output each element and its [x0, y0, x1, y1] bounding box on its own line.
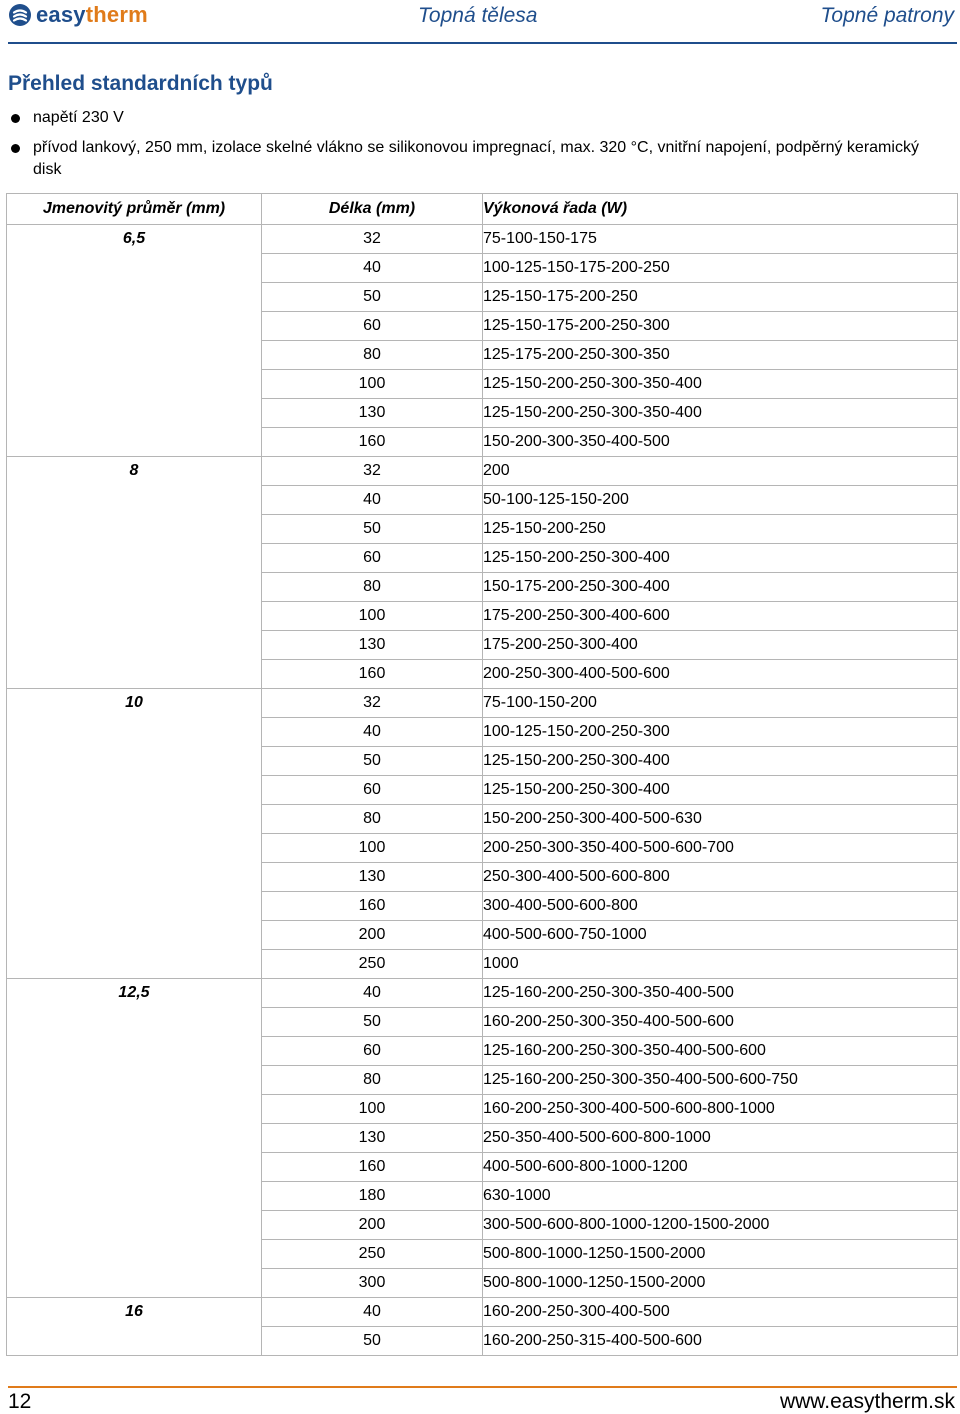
length-cell: 130 — [262, 1124, 483, 1153]
diameter-cell-empty — [7, 1182, 262, 1211]
table-row — [7, 370, 958, 399]
table-row — [7, 1269, 958, 1298]
length-cell: 130 — [262, 631, 483, 660]
length-cell: 80 — [262, 1066, 483, 1095]
diameter-cell-empty — [7, 660, 262, 689]
power-series-cell: 125-150-175-200-250-300 — [483, 312, 958, 341]
length-cell: 60 — [262, 544, 483, 573]
power-series-cell: 400-500-600-750-1000 — [483, 921, 958, 950]
power-series-cell: 500-800-1000-1250-1500-2000 — [483, 1240, 958, 1269]
diameter-cell-empty — [7, 1008, 262, 1037]
table-row — [7, 1124, 958, 1153]
power-series-cell: 250-300-400-500-600-800 — [483, 863, 958, 892]
power-series-cell: 100-125-150-200-250-300 — [483, 718, 958, 747]
length-cell: 100 — [262, 1095, 483, 1124]
table-row — [7, 863, 958, 892]
bullet-item-voltage — [8, 107, 938, 129]
length-cell: 50 — [262, 1327, 483, 1356]
diameter-cell: 12,5 — [7, 979, 262, 1008]
length-cell: 60 — [262, 1037, 483, 1066]
diameter-cell-empty — [7, 515, 262, 544]
standard-types-table — [6, 193, 958, 1356]
diameter-cell-empty — [7, 573, 262, 602]
power-series-cell: 250-350-400-500-600-800-1000 — [483, 1124, 958, 1153]
length-cell: 40 — [262, 254, 483, 283]
diameter-cell-empty — [7, 341, 262, 370]
header-divider — [8, 42, 957, 44]
diameter-cell: 8 — [7, 457, 262, 486]
power-series-cell: 500-800-1000-1250-1500-2000 — [483, 1269, 958, 1298]
table-row — [7, 1327, 958, 1356]
length-cell: 32 — [262, 689, 483, 718]
diameter-cell-empty — [7, 776, 262, 805]
power-series-cell: 150-175-200-250-300-400 — [483, 573, 958, 602]
power-series-cell: 160-200-250-315-400-500-600 — [483, 1327, 958, 1356]
table-row — [7, 312, 958, 341]
diameter-cell-empty — [7, 1095, 262, 1124]
diameter-cell-empty — [7, 1211, 262, 1240]
power-series-cell: 300-500-600-800-1000-1200-1500-2000 — [483, 1211, 958, 1240]
diameter-cell-empty — [7, 1153, 262, 1182]
table-row — [7, 805, 958, 834]
power-series-cell: 160-200-250-300-400-500-600-800-1000 — [483, 1095, 958, 1124]
power-series-cell: 50-100-125-150-200 — [483, 486, 958, 515]
power-series-cell: 125-150-200-250-300-400 — [483, 544, 958, 573]
bullet-item-lead — [8, 137, 938, 181]
power-series-cell: 200 — [483, 457, 958, 486]
diameter-cell-empty — [7, 370, 262, 399]
length-cell: 100 — [262, 602, 483, 631]
table-row — [7, 689, 958, 718]
power-series-cell: 200-250-300-350-400-500-600-700 — [483, 834, 958, 863]
length-cell: 200 — [262, 1211, 483, 1240]
table-row — [7, 631, 958, 660]
diameter-cell-empty — [7, 805, 262, 834]
diameter-cell: 10 — [7, 689, 262, 718]
table-row — [7, 1008, 958, 1037]
table-row — [7, 1066, 958, 1095]
logo-icon — [8, 3, 32, 27]
power-series-cell: 125-160-200-250-300-350-400-500-600 — [483, 1037, 958, 1066]
table-row — [7, 428, 958, 457]
diameter-cell-empty — [7, 428, 262, 457]
brand-easy: easy — [36, 2, 86, 27]
power-series-cell: 125-150-175-200-250 — [483, 283, 958, 312]
table-row — [7, 892, 958, 921]
length-cell: 32 — [262, 225, 483, 254]
diameter-cell-empty — [7, 486, 262, 515]
length-cell: 160 — [262, 428, 483, 457]
table-row — [7, 399, 958, 428]
length-cell: 60 — [262, 312, 483, 341]
length-cell: 160 — [262, 660, 483, 689]
table-row — [7, 718, 958, 747]
power-series-cell: 125-160-200-250-300-350-400-500 — [483, 979, 958, 1008]
table-row — [7, 283, 958, 312]
header-title-cartridges: Topné patrony — [820, 4, 954, 27]
bullet-text: napětí 230 V — [33, 109, 124, 126]
table-row — [7, 1153, 958, 1182]
power-series-cell: 125-150-200-250 — [483, 515, 958, 544]
power-series-cell: 125-150-200-250-300-400 — [483, 747, 958, 776]
power-series-cell: 125-150-200-250-300-350-400 — [483, 399, 958, 428]
column-header-diameter: Jmenovitý průměr (mm) — [7, 194, 262, 225]
table-row — [7, 573, 958, 602]
power-series-cell: 160-200-250-300-350-400-500-600 — [483, 1008, 958, 1037]
length-cell: 200 — [262, 921, 483, 950]
table-row — [7, 457, 958, 486]
diameter-cell-empty — [7, 950, 262, 979]
length-cell: 50 — [262, 1008, 483, 1037]
power-series-cell: 100-125-150-175-200-250 — [483, 254, 958, 283]
table-row — [7, 1211, 958, 1240]
easytherm-logo[interactable] — [8, 2, 148, 28]
diameter-cell-empty — [7, 602, 262, 631]
diameter-cell-empty — [7, 631, 262, 660]
table-row — [7, 225, 958, 254]
table-row — [7, 602, 958, 631]
length-cell: 50 — [262, 515, 483, 544]
table-row — [7, 341, 958, 370]
diameter-cell-empty — [7, 399, 262, 428]
length-cell: 50 — [262, 747, 483, 776]
column-header-power-series: Výkonová řada (W) — [483, 194, 958, 225]
length-cell: 100 — [262, 370, 483, 399]
length-cell: 80 — [262, 573, 483, 602]
diameter-cell-empty — [7, 283, 262, 312]
power-series-cell: 75-100-150-175 — [483, 225, 958, 254]
diameter-cell-empty — [7, 863, 262, 892]
page-header — [0, 0, 960, 44]
diameter-cell-empty — [7, 892, 262, 921]
length-cell: 300 — [262, 1269, 483, 1298]
power-series-cell: 175-200-250-300-400 — [483, 631, 958, 660]
table-row — [7, 834, 958, 863]
power-series-cell: 1000 — [483, 950, 958, 979]
diameter-cell-empty — [7, 544, 262, 573]
diameter-cell-empty — [7, 254, 262, 283]
brand-therm: therm — [85, 2, 148, 27]
table-header-row — [7, 194, 958, 225]
power-series-cell: 125-150-200-250-300-350-400 — [483, 370, 958, 399]
length-cell: 40 — [262, 486, 483, 515]
length-cell: 160 — [262, 1153, 483, 1182]
table-row — [7, 1037, 958, 1066]
table-row — [7, 1182, 958, 1211]
power-series-cell: 160-200-250-300-400-500 — [483, 1298, 958, 1327]
length-cell: 130 — [262, 863, 483, 892]
power-series-cell: 150-200-250-300-400-500-630 — [483, 805, 958, 834]
table-row — [7, 1298, 958, 1327]
power-series-cell: 630-1000 — [483, 1182, 958, 1211]
table-row — [7, 254, 958, 283]
length-cell: 250 — [262, 950, 483, 979]
bullet-icon — [11, 144, 20, 153]
length-cell: 80 — [262, 805, 483, 834]
bullet-icon — [11, 114, 20, 123]
table-row — [7, 660, 958, 689]
table-row — [7, 950, 958, 979]
power-series-cell: 125-160-200-250-300-350-400-500-600-750 — [483, 1066, 958, 1095]
table-row — [7, 979, 958, 1008]
power-series-cell: 125-150-200-250-300-400 — [483, 776, 958, 805]
diameter-cell: 16 — [7, 1298, 262, 1327]
diameter-cell-empty — [7, 1269, 262, 1298]
power-series-cell: 150-200-300-350-400-500 — [483, 428, 958, 457]
diameter-cell-empty — [7, 1124, 262, 1153]
power-series-cell: 200-250-300-400-500-600 — [483, 660, 958, 689]
spec-bullet-list — [8, 107, 938, 189]
length-cell: 180 — [262, 1182, 483, 1211]
length-cell: 160 — [262, 892, 483, 921]
length-cell: 100 — [262, 834, 483, 863]
power-series-cell: 400-500-600-800-1000-1200 — [483, 1153, 958, 1182]
diameter-cell-empty — [7, 312, 262, 341]
diameter-cell-empty — [7, 921, 262, 950]
diameter-cell-empty — [7, 1240, 262, 1269]
column-header-length: Délka (mm) — [262, 194, 483, 225]
table-body — [7, 225, 958, 1356]
footer-divider — [8, 1386, 957, 1388]
length-cell: 40 — [262, 1298, 483, 1327]
diameter-cell: 6,5 — [7, 225, 262, 254]
bullet-text: přívod lankový, 250 mm, izolace skelné vlákno se silikonovou impregnací, max. 320 °C, vnitřní napojení, podpěrný keramický disk — [33, 139, 919, 178]
table-row — [7, 544, 958, 573]
diameter-cell-empty — [7, 1037, 262, 1066]
table-row — [7, 1240, 958, 1269]
length-cell: 250 — [262, 1240, 483, 1269]
length-cell: 40 — [262, 718, 483, 747]
length-cell: 32 — [262, 457, 483, 486]
table-row — [7, 486, 958, 515]
table-row — [7, 1095, 958, 1124]
power-series-cell: 125-175-200-250-300-350 — [483, 341, 958, 370]
length-cell: 80 — [262, 341, 483, 370]
diameter-cell-empty — [7, 718, 262, 747]
length-cell: 60 — [262, 776, 483, 805]
power-series-cell: 75-100-150-200 — [483, 689, 958, 718]
page-number: 12 — [8, 1390, 32, 1413]
diameter-cell-empty — [7, 747, 262, 776]
length-cell: 40 — [262, 979, 483, 1008]
section-title: Přehled standardních typů — [8, 72, 273, 95]
length-cell: 50 — [262, 283, 483, 312]
table-row — [7, 776, 958, 805]
power-series-cell: 300-400-500-600-800 — [483, 892, 958, 921]
header-title-heating-elements: Topná tělesa — [418, 4, 538, 27]
table-row — [7, 515, 958, 544]
brand-name — [36, 2, 148, 28]
table-row — [7, 747, 958, 776]
table-row — [7, 921, 958, 950]
website-link[interactable]: www.easytherm.sk — [779, 1390, 955, 1413]
power-series-cell: 175-200-250-300-400-600 — [483, 602, 958, 631]
diameter-cell-empty — [7, 1066, 262, 1095]
diameter-cell-empty — [7, 1327, 262, 1356]
length-cell: 130 — [262, 399, 483, 428]
diameter-cell-empty — [7, 834, 262, 863]
